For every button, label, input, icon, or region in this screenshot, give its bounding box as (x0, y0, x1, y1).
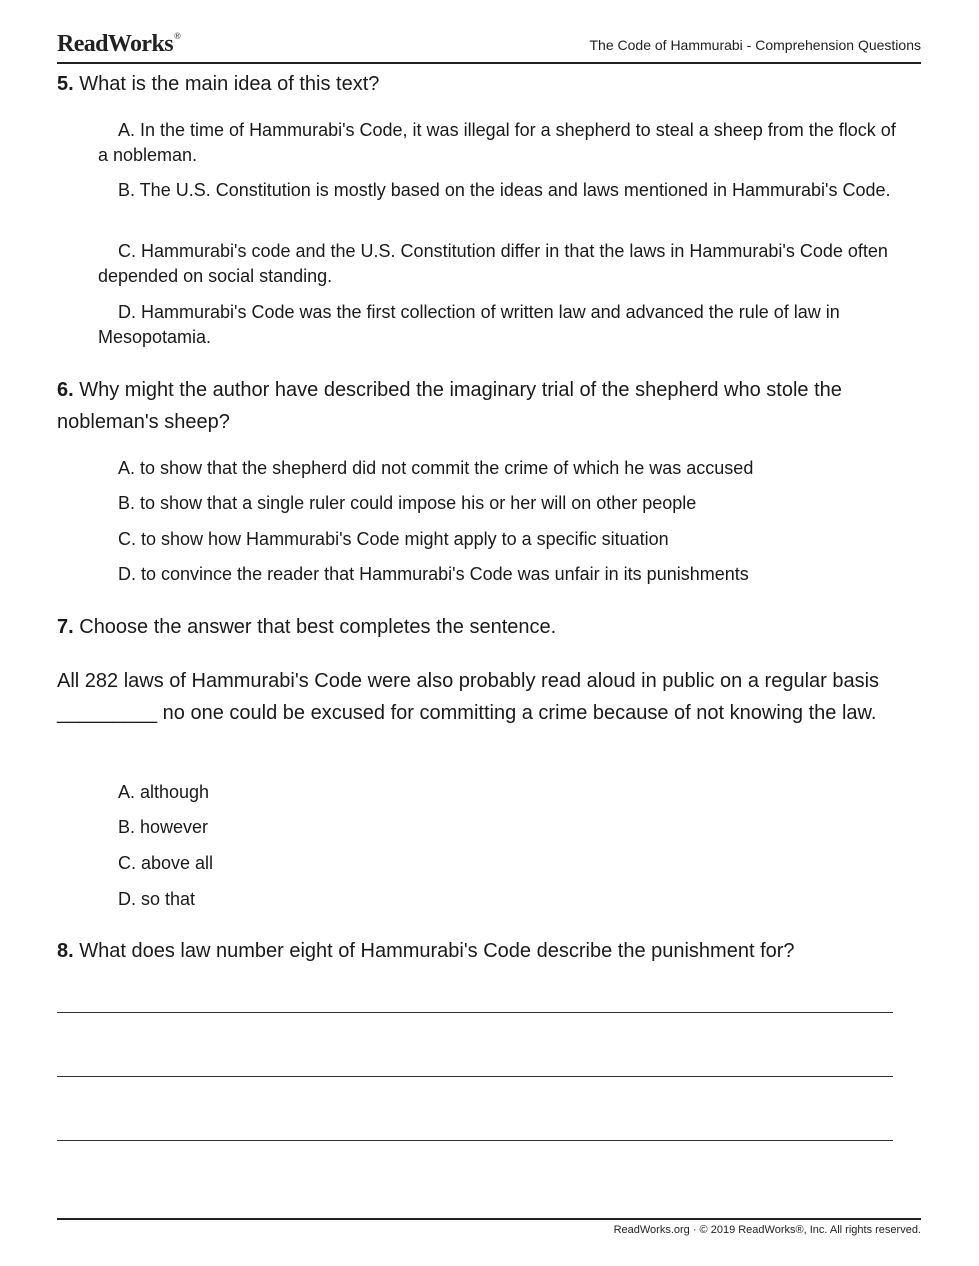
answer-line[interactable] (57, 1140, 893, 1141)
question-8-number: 8. (57, 940, 74, 962)
logo-text: ReadWorks (57, 31, 173, 57)
question-7-passage: All 282 laws of Hammurabi's Code were also probably read aloud in public on a regular basis _________ no one could be excused for committing a crime because of not knowing the law. (57, 670, 880, 724)
question-5-number: 5. (57, 73, 74, 95)
question-7-option-c: C. above all (118, 853, 214, 873)
answer-line[interactable] (57, 1012, 893, 1013)
question-6 (57, 374, 907, 438)
question-6-option-d: D. to convince the reader that Hammurabi's Code was unfair in its punishments (118, 564, 749, 584)
question-7-option-b: B. however (118, 817, 209, 837)
question-5 (57, 68, 907, 100)
question-7 (57, 611, 907, 643)
question-6-option-c: C. to show how Hammurabi's Code might apply to a specific situation (118, 529, 669, 549)
header-title: The Code of Hammurabi - Comprehension Questions (589, 37, 921, 53)
question-7-option-d: D. so that (118, 889, 196, 909)
question-8 (57, 935, 907, 967)
question-7-text: Choose the answer that best completes the sentence. (73, 616, 557, 638)
question-7-option-a: A. although (118, 782, 210, 802)
question-6-option-b: B. to show that a single ruler could impose his or her will on other people (118, 493, 697, 513)
question-6-option-a: A. to show that the shepherd did not commit the crime of which he was accused (118, 458, 754, 478)
question-5-option-a: A. In the time of Hammurabi's Code, it was illegal for a shepherd to steal a sheep from the flock of a nobleman. (98, 120, 896, 165)
question-6-number: 6. (57, 379, 74, 401)
page-header (57, 30, 921, 64)
answer-line[interactable] (57, 1076, 893, 1077)
readworks-logo (57, 31, 180, 58)
question-5-option-d: D. Hammurabi's Code was the first collection of written law and advanced the rule of law in Mesopotamia. (98, 302, 840, 347)
question-5-text: What is the main idea of this text? (73, 73, 380, 95)
question-6-text: Why might the author have described the imaginary trial of the shepherd who stole the nobleman's sheep? (57, 379, 842, 433)
question-5-option-c: C. Hammurabi's code and the U.S. Constitution differ in that the laws in Hammurabi's Code often depended on social standing. (98, 241, 888, 286)
logo-registered-mark: ® (173, 31, 181, 41)
question-7-number: 7. (57, 616, 74, 638)
question-8-text: What does law number eight of Hammurabi's Code describe the punishment for? (73, 940, 795, 962)
footer-copyright: ReadWorks.org · © 2019 ReadWorks®, Inc. All rights reserved. (613, 1224, 921, 1236)
question-5-option-b: B. The U.S. Constitution is mostly based on the ideas and laws mentioned in Hammurabi's Code. (118, 180, 891, 200)
footer-divider (57, 1218, 921, 1220)
